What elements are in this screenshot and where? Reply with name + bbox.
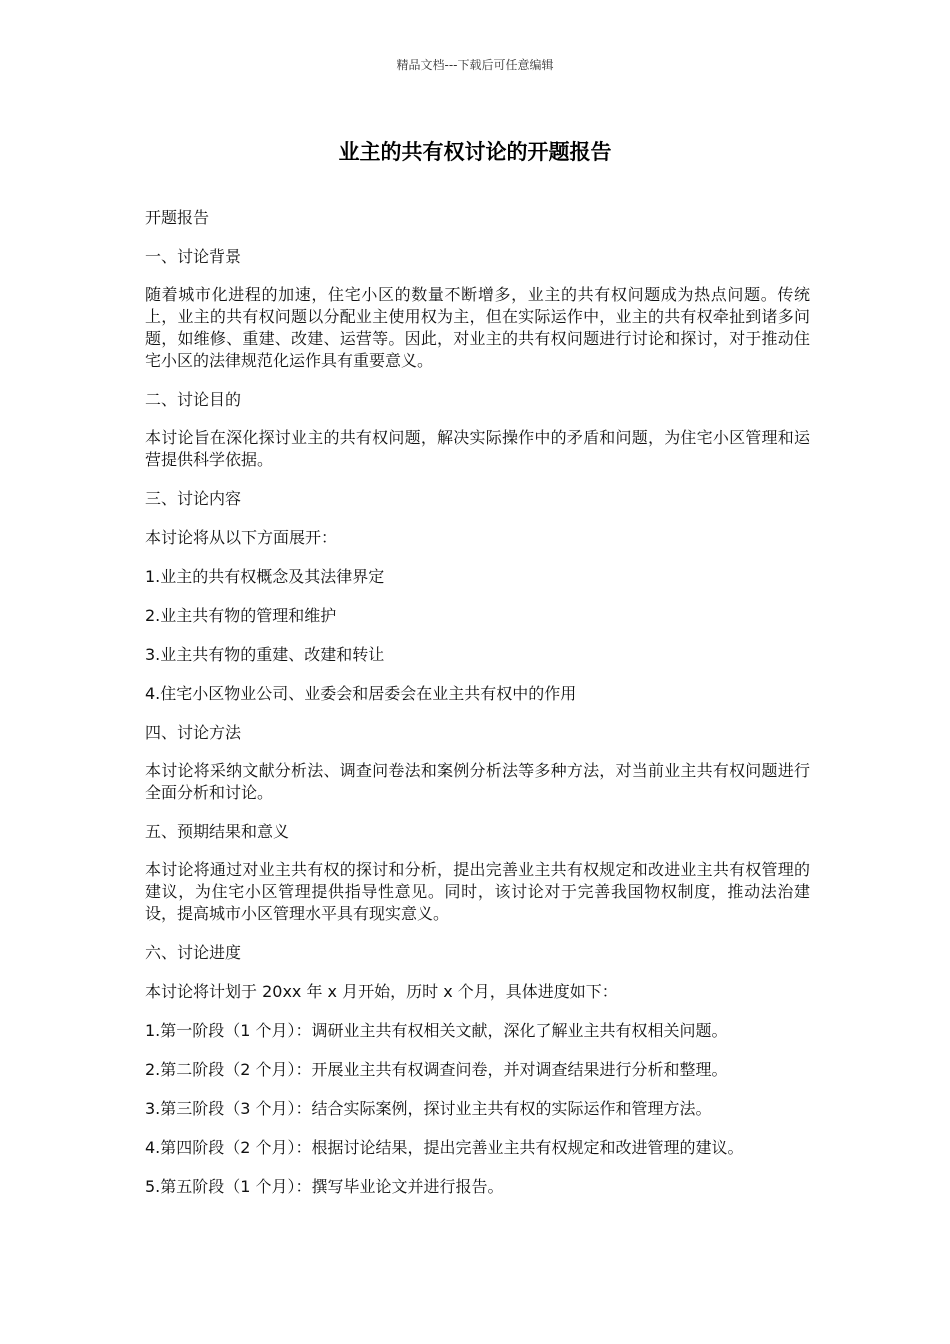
section-heading-method: 四、讨论方法 [145, 723, 242, 742]
intro-heading: 开题报告 [145, 208, 210, 227]
document-body [145, 206, 810, 1198]
section-lead-schedule: 本讨论将计划于 20xx 年 x 月开始，历时 x 个月，具体进度如下： [145, 982, 618, 1001]
section-lead-content: 本讨论将从以下方面展开： [145, 528, 338, 547]
list-item: 1.业主的共有权概念及其法律界定 [145, 567, 385, 586]
section-text-purpose: 本讨论旨在深化探讨业主的共有权问题，解决实际操作中的矛盾和问题，为住宅小区管理和运营提供科学依据。 [145, 428, 810, 469]
schedule-item: 3.第三阶段（3 个月）：结合实际案例，探讨业主共有权的实际运作和管理方法。 [145, 1099, 712, 1118]
document-title: 业主的共有权讨论的开题报告 [338, 140, 612, 164]
section-heading-background: 一、讨论背景 [145, 247, 242, 266]
schedule-item: 2.第二阶段（2 个月）：开展业主共有权调查问卷，并对调查结果进行分析和整理。 [145, 1060, 728, 1079]
schedule-item: 5.第五阶段（1 个月）：撰写毕业论文并进行报告。 [145, 1177, 504, 1196]
list-item: 4.住宅小区物业公司、业委会和居委会在业主共有权中的作用 [145, 684, 577, 703]
section-heading-content: 三、讨论内容 [145, 489, 242, 508]
section-heading-expected-results: 五、预期结果和意义 [145, 822, 290, 841]
section-text-method: 本讨论将采纳文献分析法、调查问卷法和案例分析法等多种方法，对当前业主共有权问题进行全面分析和讨论。 [145, 761, 810, 802]
header-note: 精品文档---下载后可任意编辑 [396, 58, 554, 72]
list-item: 3.业主共有物的重建、改建和转让 [145, 645, 385, 664]
section-text-expected-results: 本讨论将通过对业主共有权的探讨和分析，提出完善业主共有权规定和改进业主共有权管理的建议，为住宅小区管理提供指导性意见。同时，该讨论对于完善我国物权制度，推动法治建设，提高城市小区管理水平具有现实意义。 [145, 860, 810, 923]
schedule-item: 4.第四阶段（2 个月）：根据讨论结果，提出完善业主共有权规定和改进管理的建议。 [145, 1138, 744, 1157]
list-item: 2.业主共有物的管理和维护 [145, 606, 337, 625]
section-heading-purpose: 二、讨论目的 [145, 390, 242, 409]
section-heading-schedule: 六、讨论进度 [145, 943, 242, 962]
schedule-item: 1.第一阶段（1 个月）：调研业主共有权相关文献，深化了解业主共有权相关问题。 [145, 1021, 728, 1040]
section-text-background: 随着城市化进程的加速，住宅小区的数量不断增多，业主的共有权问题成为热点问题。传统上，业主的共有权问题以分配业主使用权为主，但在实际运作中，业主的共有权牵扯到诸多问题，如维修、重建、改建、运营等。因此，对业主的共有权问题进行讨论和探讨，对于推动住宅小区的法律规范化运作具有重要意义。 [145, 285, 810, 370]
